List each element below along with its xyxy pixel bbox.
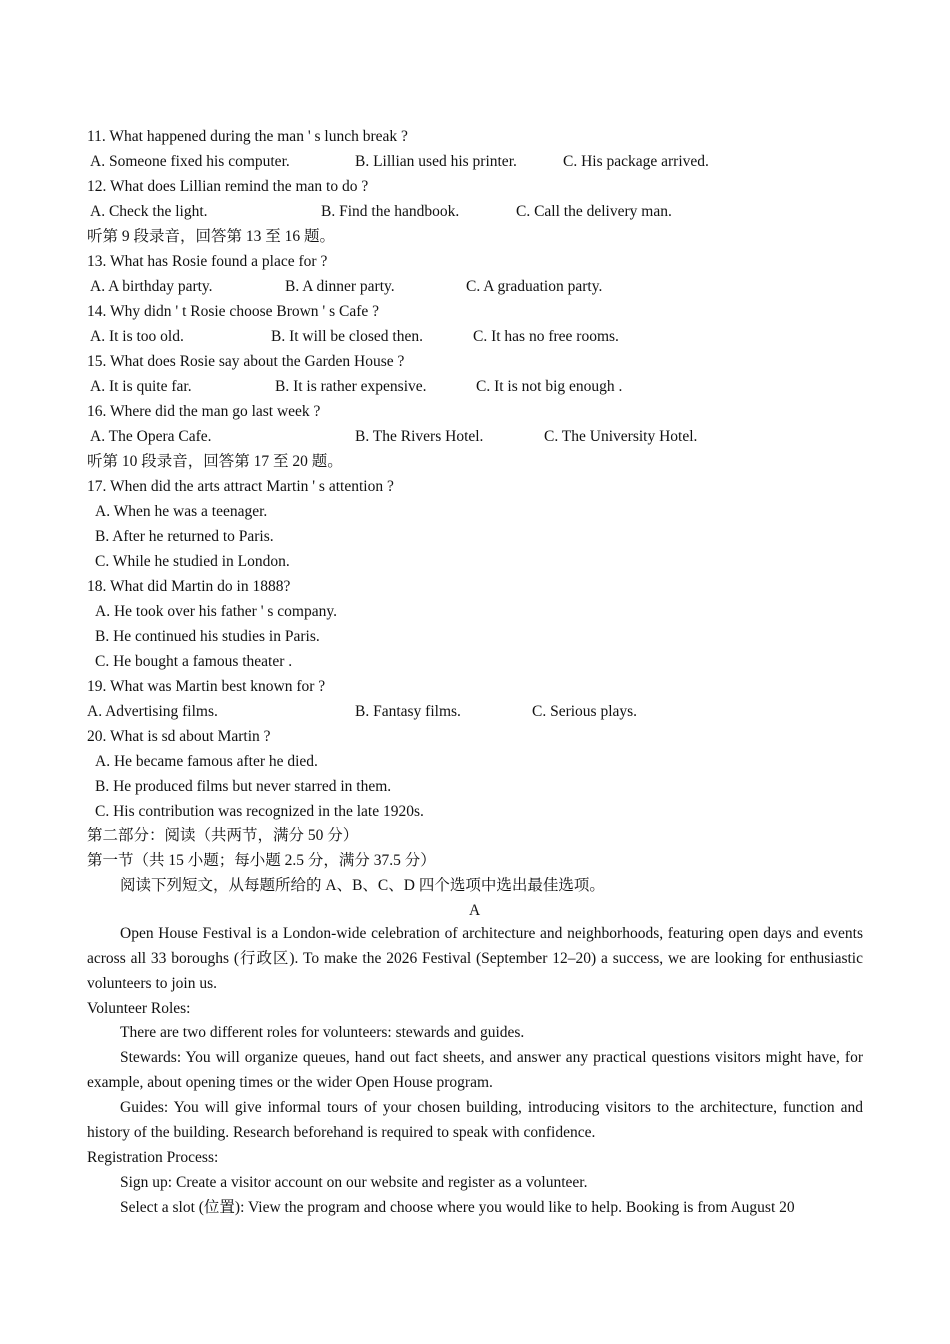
passage-paragraph-2: There are two different roles for volunteers: stewards and guides. — [120, 1024, 525, 1041]
option-16-a: A. The Opera Cafe. — [90, 428, 212, 445]
option-12-c: C. Call the delivery man. — [516, 203, 672, 220]
question-14: 14. Why didn ' t Rosie choose Brown ' s Cafe ? — [87, 303, 380, 320]
option-16-b: B. The Rivers Hotel. — [355, 428, 484, 445]
registration-heading: Registration Process: — [87, 1149, 219, 1166]
option-11-b: B. Lillian used his printer. — [355, 153, 517, 170]
question-13: 13. What has Rosie found a place for ? — [87, 253, 328, 270]
option-17-b: B. After he returned to Paris. — [95, 528, 274, 545]
volunteer-roles-heading: Volunteer Roles: — [87, 1000, 191, 1017]
option-19-c: C. Serious plays. — [532, 703, 638, 720]
reading-instruction: 阅读下列短文，从每题所给的 A、B、C、D 四个选项中选出最佳选项。 — [120, 877, 605, 894]
option-14-a: A. It is too old. — [90, 328, 184, 345]
option-11-a: A. Someone fixed his computer. — [90, 153, 290, 170]
passage-paragraph-stewards: Stewards: You will organize queues, hand out fact sheets, and answer any practical questions visitors might have, for example, about opening times or the wider Open House program. — [87, 1049, 863, 1091]
question-18: 18. What did Martin do in 1888? — [87, 578, 291, 595]
section-one-heading: 第一节（共 15 小题；每小题 2.5 分，满分 37.5 分） — [87, 852, 436, 869]
passage-label: A — [469, 902, 481, 919]
passage-paragraph-signup: Sign up: Create a visitor account on our website and register as a volunteer. — [120, 1174, 588, 1191]
option-18-c: C. He bought a famous theater . — [95, 653, 293, 670]
part-two-heading: 第二部分：阅读（共两节，满分 50 分） — [87, 827, 359, 844]
option-13-c: C. A graduation party. — [466, 278, 603, 295]
option-15-c: C. It is not big enough . — [476, 378, 623, 395]
option-20-b: B. He produced films but never starred in them. — [95, 778, 392, 795]
section-instruction-9: 听第 9 段录音，回答第 13 至 16 题。 — [87, 228, 336, 245]
question-15: 15. What does Rosie say about the Garden House ? — [87, 353, 405, 370]
passage-paragraph-slot: Select a slot (位置): View the program and choose where you would like to help. Booking is from August 20 — [120, 1199, 795, 1216]
option-13-b: B. A dinner party. — [285, 278, 395, 295]
question-19: 19. What was Martin best known for ? — [87, 678, 326, 695]
option-11-c: C. His package arrived. — [563, 153, 709, 170]
option-20-a: A. He became famous after he died. — [95, 753, 318, 770]
option-19-a: A. Advertising films. — [87, 703, 218, 720]
option-12-b: B. Find the handbook. — [321, 203, 460, 220]
question-12: 12. What does Lillian remind the man to do ? — [87, 178, 369, 195]
option-13-a: A. A birthday party. — [90, 278, 213, 295]
option-14-c: C. It has no free rooms. — [473, 328, 619, 345]
question-17: 17. When did the arts attract Martin ' s attention ? — [87, 478, 394, 495]
option-18-a: A. He took over his father ' s company. — [95, 603, 337, 620]
passage-paragraph-guides: Guides: You will give informal tours of your chosen building, introducing visitors to the architecture, function and history of the building. Research beforehand is required to speak with confidence. — [87, 1099, 863, 1141]
question-16: 16. Where did the man go last week ? — [87, 403, 321, 420]
question-20: 20. What is sd about Martin ? — [87, 728, 271, 745]
option-19-b: B. Fantasy films. — [355, 703, 461, 720]
option-17-a: A. When he was a teenager. — [95, 503, 268, 520]
option-15-b: B. It is rather expensive. — [275, 378, 427, 395]
option-16-c: C. The University Hotel. — [544, 428, 698, 445]
option-20-c: C. His contribution was recognized in the late 1920s. — [95, 803, 424, 820]
passage-paragraph-1: Open House Festival is a London-wide celebration of architecture and neighborhoods, featuring open days and events across all 33 boroughs (行政区). To make the 2026 Festival (September 12–20) a success, we are looking for enthusiastic volunteers to join us. — [87, 925, 863, 992]
question-11: 11. What happened during the man ' s lunch break ? — [87, 128, 408, 145]
option-12-a: A. Check the light. — [90, 203, 208, 220]
option-17-c: C. While he studied in London. — [95, 553, 290, 570]
option-14-b: B. It will be closed then. — [271, 328, 423, 345]
option-15-a: A. It is quite far. — [90, 378, 192, 395]
section-instruction-10: 听第 10 段录音，回答第 17 至 20 题。 — [87, 453, 343, 470]
option-18-b: B. He continued his studies in Paris. — [95, 628, 320, 645]
